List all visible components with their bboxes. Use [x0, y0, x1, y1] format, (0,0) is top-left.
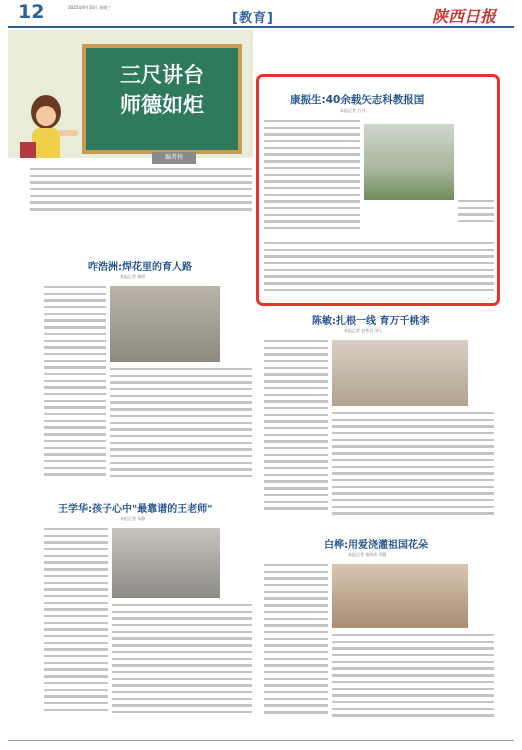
article-byline-chen: 本报记者 赵伟君 刘入: [344, 328, 383, 333]
article-byline-kang: 本报记者 月月: [340, 108, 366, 113]
photo-classroom: [332, 340, 468, 406]
photo-greenhouse: [364, 124, 454, 200]
article-heading-kang: 康振生:40余载矢志科教报国: [290, 94, 425, 106]
footer-line: [8, 740, 514, 741]
newspaper-logo: 陕西日报: [432, 7, 497, 26]
article-byline-bai: 本报记者 杨欣欣 邓静: [348, 552, 387, 557]
article-byline-wang: 本报记者 邓静: [120, 516, 146, 521]
article-text-kang-col1: [264, 120, 360, 240]
editor-note-text: [30, 168, 252, 220]
photo-kindergarten: [332, 564, 468, 628]
photo-caption-kang: [458, 200, 494, 230]
article-text-chen-col1: [264, 340, 328, 526]
article-heading-bai: 白桦:用爱浇灌祖国花朵: [324, 540, 428, 551]
banner-title-line2: 师德如炬: [120, 93, 204, 117]
editor-note-tag: 编者按: [152, 152, 196, 164]
article-text-bai-col2: [332, 634, 494, 730]
article-heading-chen: 陈敏:扎根一线 育万千桃李: [312, 316, 430, 327]
article-text-wang-col2: [112, 604, 252, 730]
photo-teacher-students: [112, 528, 220, 598]
article-heading-wang: 王学华:孩子心中"最靠谱的王老师": [58, 504, 213, 515]
header-rule: [8, 26, 514, 28]
article-text-wang-col1: [44, 528, 108, 730]
banner-title-line1: 三尺讲台: [120, 63, 204, 87]
article-text-bai-col1: [264, 564, 328, 730]
article-byline-zha: 本报记者 谢妍: [120, 274, 146, 279]
banner: [8, 30, 253, 158]
section-title: [教育]: [232, 11, 274, 26]
article-text-zha-col2: [110, 368, 252, 492]
photo-welding-class: [110, 286, 220, 362]
teacher-illustration: [18, 90, 80, 158]
article-text-kang-col2: [264, 242, 494, 298]
article-text-zha-col1: [44, 286, 106, 492]
article-heading-zha: 咋浩洲:焊花里的育人路: [88, 262, 192, 273]
article-text-chen-col2: [332, 412, 494, 526]
chalkboard: [82, 44, 242, 154]
page-number: 12: [18, 1, 45, 23]
dateline: 2025年9月10日 星期三: [68, 5, 112, 10]
